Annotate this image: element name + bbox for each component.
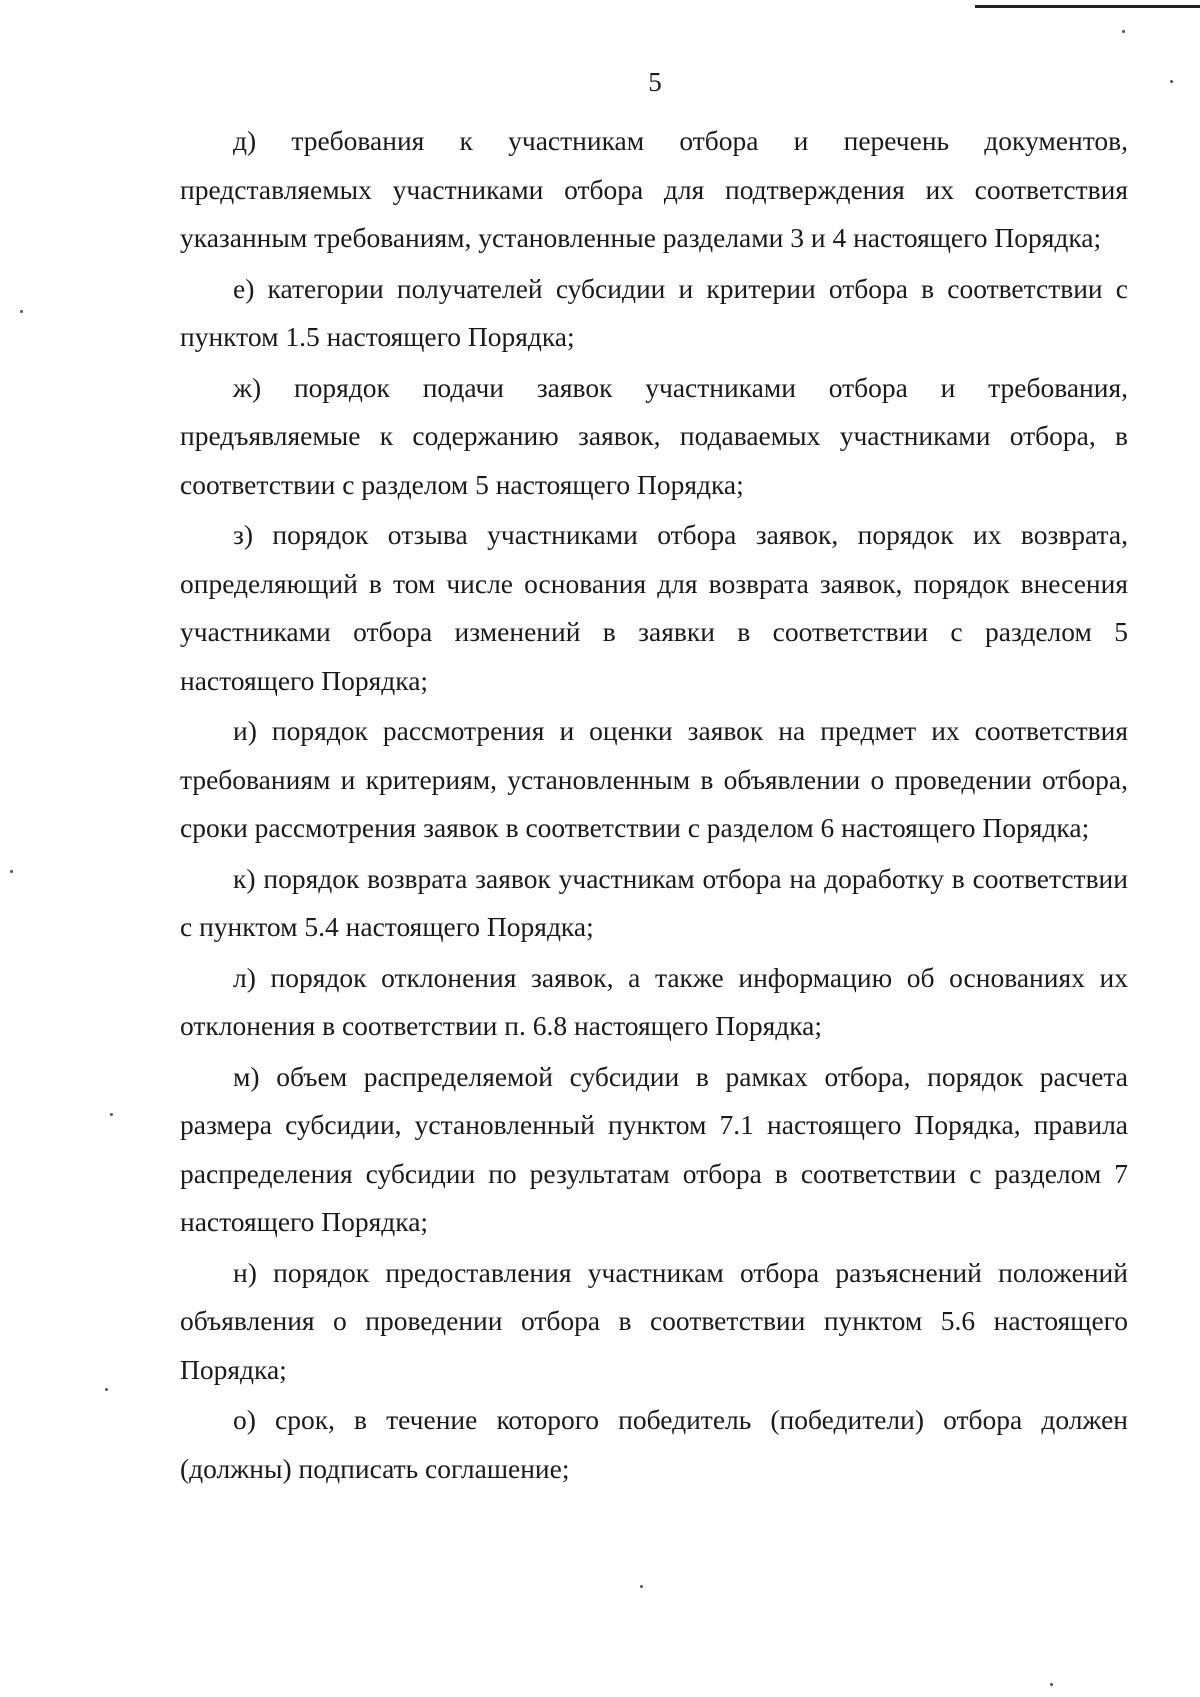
paragraph-d: д) требования к участникам отбора и перечень документов, представляемых участниками отбора для подтверждения их соответствия указанным требованиям, установленные разделами 3 и 4 настоящего Порядка; <box>180 125 1128 253</box>
paragraph-n: н) порядок предоставления участникам отбора разъяснений положений объявления о проведении отбора в соответствии пунктом 5.6 настоящего Порядка; <box>180 1256 1128 1385</box>
paragraph-o: о) срок, в течение которого победитель (победители) отбора должен (должны) подписать соглашение; <box>180 1404 1128 1484</box>
paragraph-zh: ж) порядок подачи заявок участниками отбора и требования, предъявляемые к содержанию заявок, подаваемых участниками отбора, в соответствии с разделом 5 настоящего Порядка; <box>180 371 1128 500</box>
scan-speck <box>105 1388 108 1391</box>
scan-speck <box>1122 30 1125 33</box>
page-number: 5 <box>648 67 662 97</box>
paragraph-l: л) порядок отклонения заявок, а также информацию об основаниях их отклонения в соответствии п. 6.8 настоящего Порядка; <box>180 961 1128 1041</box>
paragraph-i: и) порядок рассмотрения и оценки заявок на предмет их соответствия требованиям и критериям, установленным в объявлении о проведении отбора, сроки рассмотрения заявок в соответствии с разделом 6 настоящего Порядка; <box>180 715 1128 843</box>
paragraph-z: з) порядок отзыва участниками отбора заявок, порядок их возврата, определяющий в том числе основания для возврата заявок, порядок внесения участниками отбора изменений в заявки в соответствии с разделом 5 настоящего Порядка; <box>180 519 1128 696</box>
scan-speck <box>640 1585 643 1588</box>
scan-speck <box>20 310 23 313</box>
scan-speck <box>110 1113 113 1116</box>
scan-speck <box>1170 80 1173 83</box>
header-rule <box>975 5 1200 8</box>
paragraph-e: е) категории получателей субсидии и критерии отбора в соответствии с пунктом 1.5 настоящего Порядка; <box>180 272 1128 352</box>
paragraph-k: к) порядок возврата заявок участникам отбора на доработку в соответствии с пунктом 5.4 настоящего Порядка; <box>180 862 1128 942</box>
scan-speck <box>1050 1683 1053 1686</box>
paragraph-m: м) объем распределяемой субсидии в рамках отбора, порядок расчета размера субсидии, установленный пунктом 7.1 настоящего Порядка, правила распределения субсидии по результатам отбора в соответствии с разделом 7 настоящего Порядка; <box>180 1060 1128 1237</box>
document-body <box>180 117 1128 1495</box>
scan-speck <box>10 870 13 873</box>
